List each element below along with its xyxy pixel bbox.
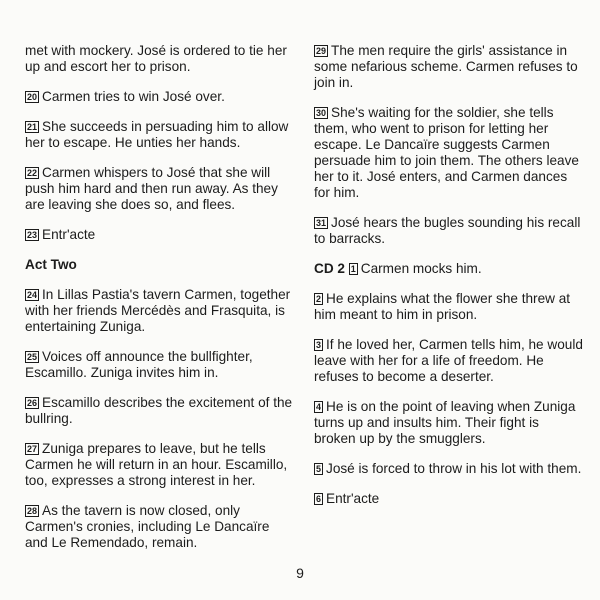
track-item <box>25 349 295 381</box>
track-text: Zuniga prepares to leave, but he tells Carmen he will return in an hour. Escamillo, too, expresses a strong interest in her. <box>25 441 288 488</box>
track-item <box>25 165 295 213</box>
track-number: 23 <box>27 230 38 240</box>
track-item <box>314 461 584 477</box>
track-text: Voices off announce the bullfighter, Escamillo. Zuniga invites him in. <box>25 349 253 380</box>
track-number: 5 <box>316 464 322 474</box>
track-number: 1 <box>350 264 356 274</box>
track-item <box>25 395 295 427</box>
track-number: 24 <box>27 290 38 300</box>
track-text: Carmen mocks him. <box>360 261 482 276</box>
track-item <box>25 441 295 489</box>
track-item <box>314 337 584 385</box>
continuation-text: met with mockery. José is ordered to tie her up and escort her to prison. <box>25 43 287 74</box>
right-items-b <box>314 291 584 507</box>
track-number: 30 <box>316 108 327 118</box>
track-item <box>25 287 295 335</box>
track-number: 31 <box>316 218 327 228</box>
track-text: Carmen whispers to José that she will push him hard and then run away. As they are leaving she does so, and flees. <box>25 165 278 212</box>
cd-label: CD 2 <box>314 261 345 276</box>
page-number: 9 <box>296 565 304 581</box>
track-item <box>314 399 584 447</box>
track-item <box>314 215 584 247</box>
left-column <box>25 43 295 565</box>
act-heading: Act Two <box>25 257 77 272</box>
track-number: 28 <box>27 506 38 516</box>
track-number: 27 <box>27 444 38 454</box>
track-number: 6 <box>316 494 322 504</box>
track-number: 2 <box>316 294 322 304</box>
track-text: Escamillo describes the excitement of the bullring. <box>25 395 293 426</box>
track-number: 25 <box>27 352 38 362</box>
track-text: The men require the girls' assistance in some nefarious scheme. Carmen refuses to join in. <box>314 43 578 90</box>
track-text: José is forced to throw in his lot with them. <box>326 461 582 476</box>
right-items-a <box>314 43 584 247</box>
track-item <box>25 503 295 551</box>
track-text: She succeeds in persuading him to allow her to escape. He unties her hands. <box>25 119 289 150</box>
track-number: 20 <box>27 92 38 102</box>
track-text: Carmen tries to win José over. <box>42 89 225 104</box>
track-text: If he loved her, Carmen tells him, he would leave with her for a life of freedom. He refuses to become a deserter. <box>314 337 583 384</box>
track-number: 21 <box>27 122 38 132</box>
track-item <box>25 227 295 243</box>
left-items-a <box>25 89 295 243</box>
track-text: He explains what the flower she threw at him meant to him in prison. <box>314 291 571 322</box>
track-text: Entr'acte <box>326 491 380 506</box>
track-item <box>314 491 584 507</box>
track-number: 3 <box>316 340 322 350</box>
track-item <box>25 119 295 151</box>
track-item <box>314 291 584 323</box>
track-text: She's waiting for the soldier, she tells them, who went to prison for letting her escape. Le Dancaïre suggests Carmen persuade him to join them. The others leave her to it. José enters, and Carmen dances for him. <box>314 105 579 200</box>
track-number: 26 <box>27 398 38 408</box>
track-text: Entr'acte <box>42 227 96 242</box>
track-number: 29 <box>316 46 327 56</box>
track-number: 4 <box>316 402 322 412</box>
track-item <box>314 105 584 201</box>
track-text: In Lillas Pastia's tavern Carmen, together with her friends Mercédès and Frasquita, is entertaining Zuniga. <box>25 287 291 334</box>
cd-track-item <box>314 261 584 277</box>
track-item <box>25 89 295 105</box>
left-items-b <box>25 287 295 551</box>
right-column <box>314 43 584 521</box>
track-number: 22 <box>27 168 38 178</box>
track-text: He is on the point of leaving when Zuniga turns up and insults him. Their fight is broken up by the smugglers. <box>314 399 576 446</box>
track-text: José hears the bugles sounding his recall to barracks. <box>314 215 581 246</box>
track-item <box>314 43 584 91</box>
track-text: As the tavern is now closed, only Carmen's cronies, including Le Dancaïre and Le Remendado, remain. <box>25 503 270 550</box>
